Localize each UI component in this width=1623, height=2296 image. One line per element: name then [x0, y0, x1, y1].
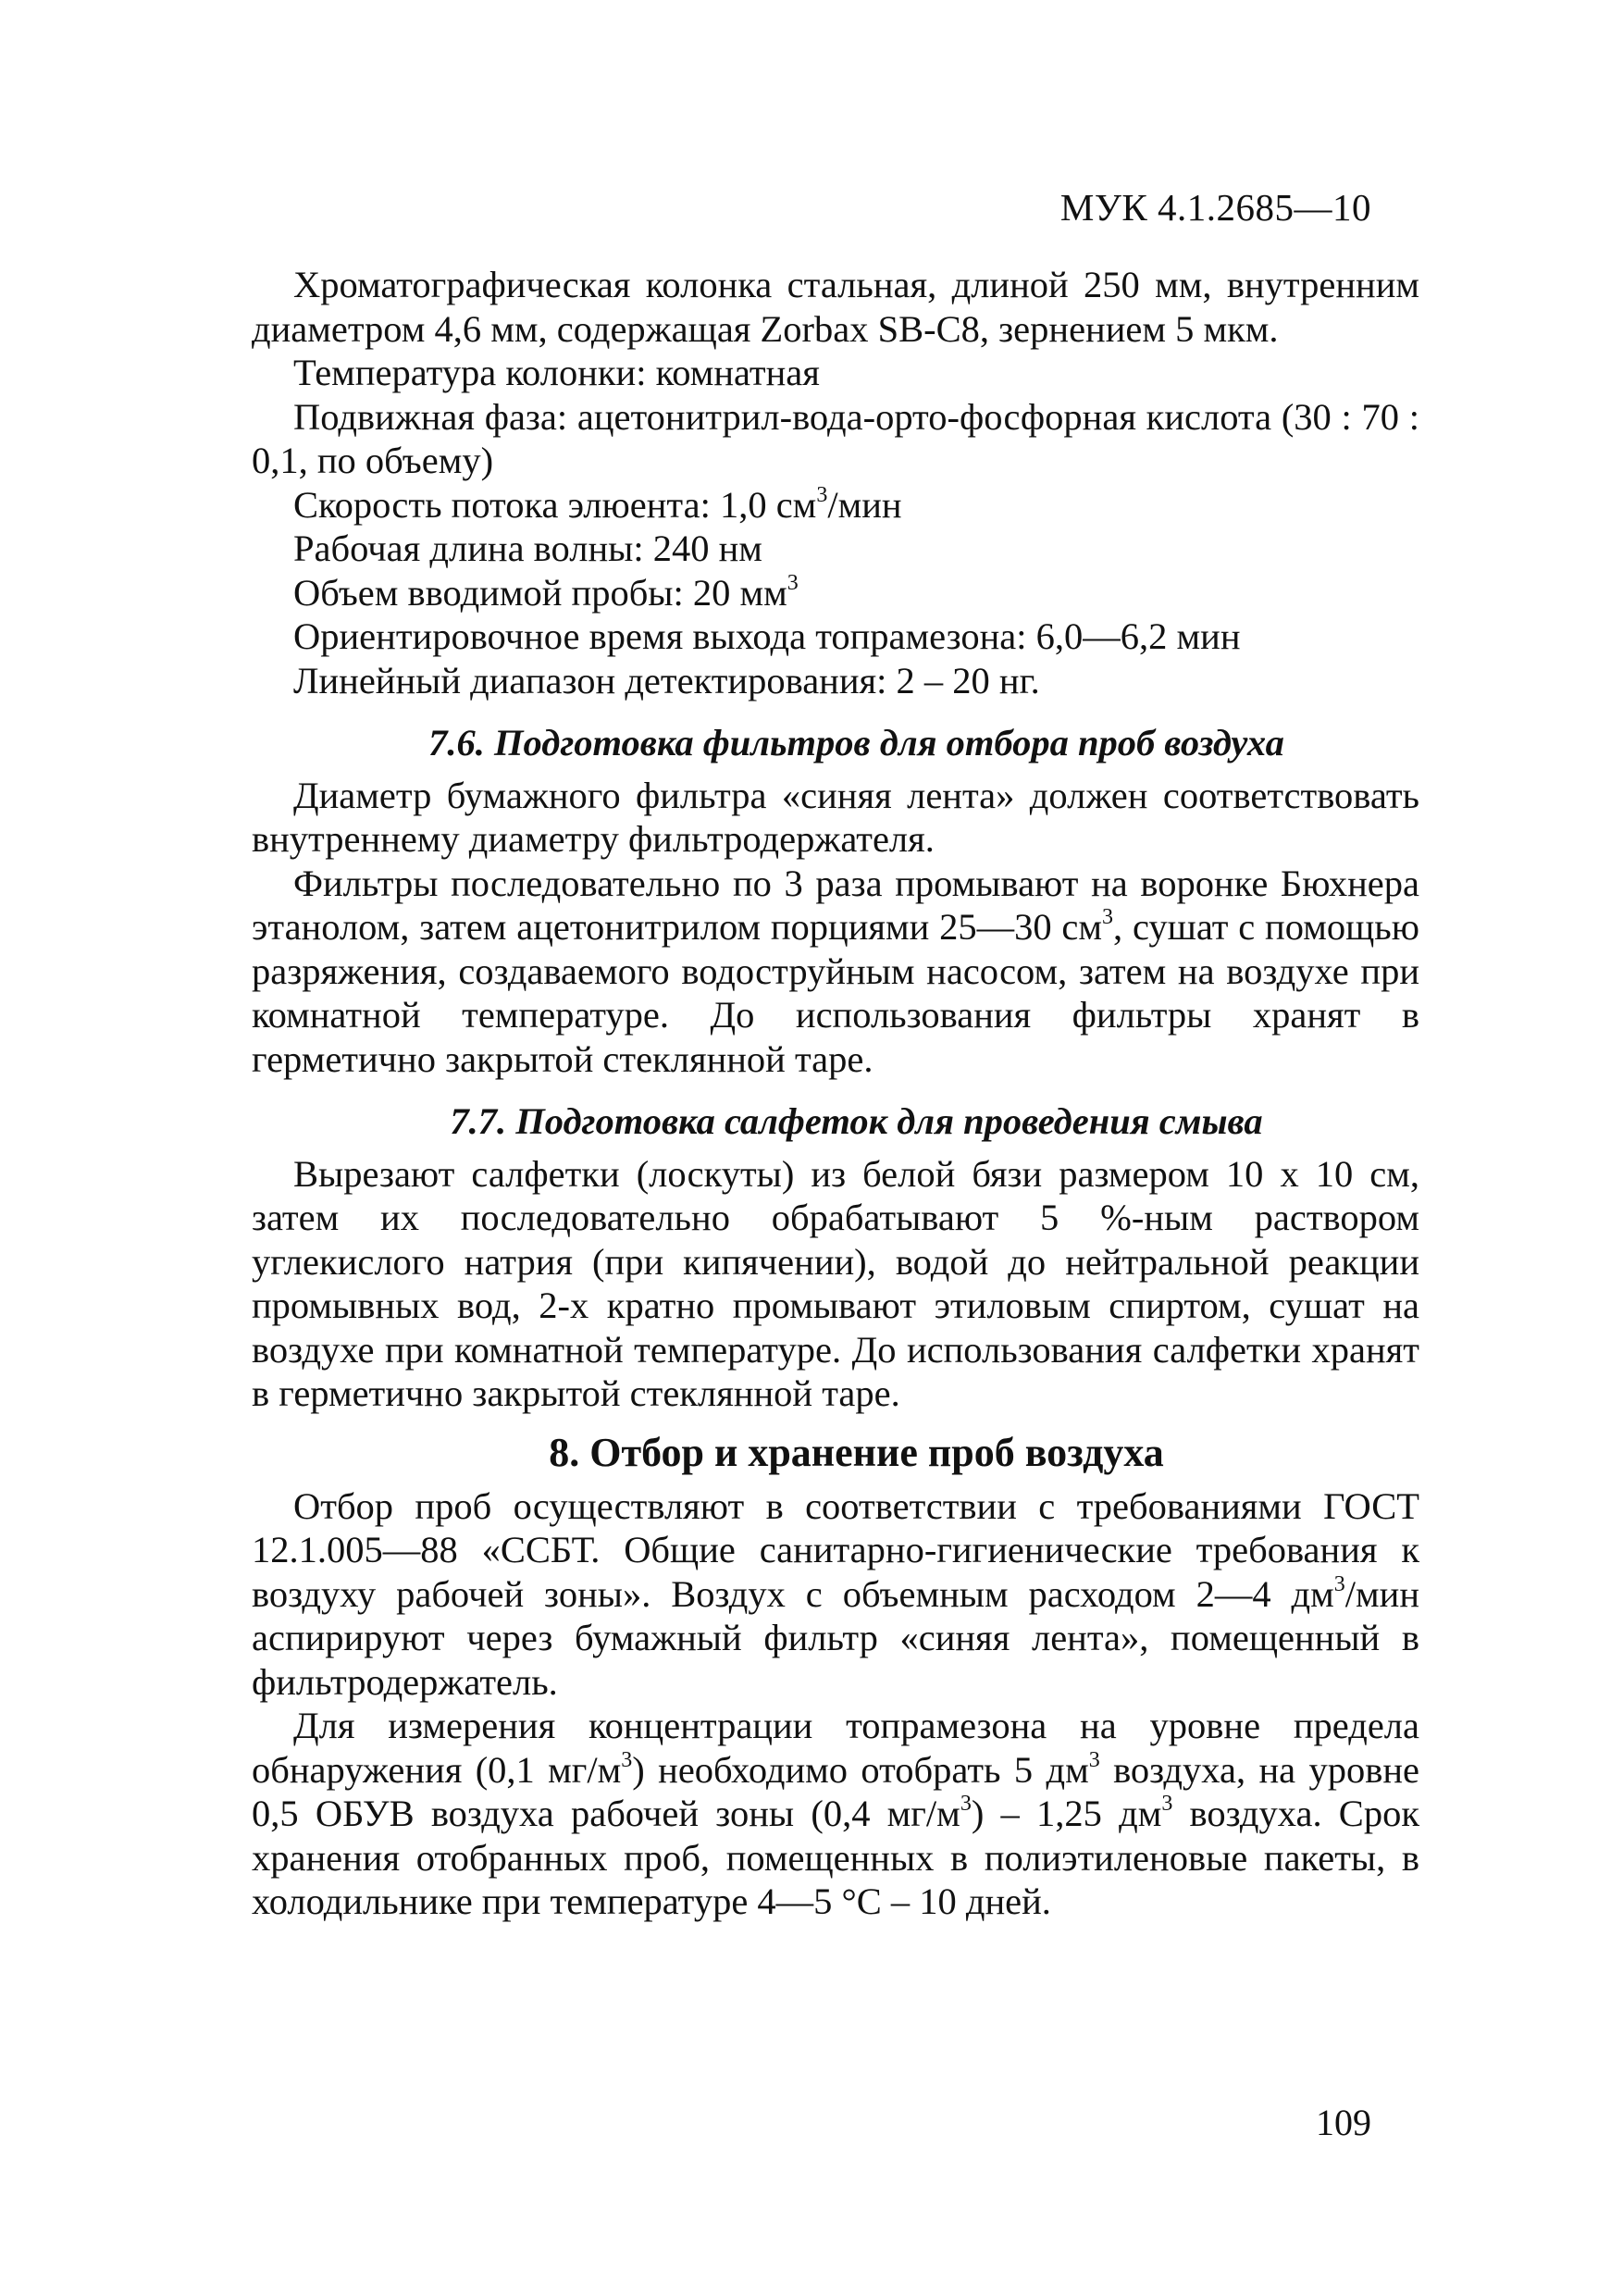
paragraph-8-1: Отбор проб осуществляют в соответствии с требованиями ГОСТ 12.1.005—88 «ССБТ. Общие санитарно-гигиенические требования к воздуху рабочей зоны». Воздух с объемным расходом 2—4 $дм^3$/мин аспирируют через бумажный фильтр «синяя лента», помещенный в фильтродержатель.: [252, 1484, 1419, 1703]
paragraph-7-6-2: Фильтры последовательно по 3 раза промывают на воронке Бюхнера этанолом, затем ацетонитрилом порциями 25—30 $см^3$, сушат с помощью разряжения, создаваемого водоструйным насосом, затем на воздухе при комнатной температуре. До использования фильтры хранят в герметично закрытой стеклянной таре.: [252, 862, 1419, 1080]
flow-rate: Скорость потока элюента: 1,0 $см^3$/мин: [293, 482, 902, 526]
heading-8: 8. Отбор и хранение проб воздуха: [549, 1429, 1164, 1475]
mobile-phase: Подвижная фаза: ацетонитрил-вода-орто-фосфорная кислота (30 : 70 : 0,1, по объему): [252, 395, 1419, 481]
wavelength: Рабочая длина волны: 240 нм: [293, 527, 762, 569]
column-temperature: Температура колонки: комнатная: [293, 352, 820, 393]
linear-range: Линейный диапазон детектирования: 2 – 20 нг.: [293, 659, 1040, 701]
heading-7-7: 7.7. Подготовка салфеток для проведения смыва: [450, 1100, 1263, 1142]
page-content: [252, 263, 1419, 1924]
paragraph-7-6-1: Диаметр бумажного фильтра «синяя лента» должен соответствовать внутреннему диаметру фильтродержателя.: [252, 774, 1419, 860]
paragraph-8-2: Для измерения концентрации топрамезона на уровне предела обнаружения (0,1 $мг/м^3$) необходимо отобрать 5 $дм^3$ воздуха, на уровне 0,5 ОБУВ воздуха рабочей зоны (0,4 $мг/м^3) - 1,25$ $дм^3$ воздуха. Срок хранения отобранных проб, помещенных в полиэтиленовые пакеты, в холодильнике при температуре 4—5 °С – 10 дней.: [252, 1705, 1419, 1922]
heading-7-6: 7.6. Подготовка фильтров для отбора проб воздуха: [428, 722, 1284, 763]
retention-time: Ориентировочное время выхода топрамезона: 6,0—6,2 мин: [293, 615, 1241, 657]
injection-volume: Объем вводимой пробы: 20 $мм^3$: [293, 570, 799, 614]
page-number: 109: [1316, 2102, 1371, 2143]
column-description: Хроматографическая колонка стальная, длиной 250 мм, внутренним диаметром 4,6 мм, содержащая Zorbax SB-C8, зернением 5 мкм.: [252, 264, 1419, 350]
document-code: МУК 4.1.2685—10: [1059, 186, 1371, 229]
paragraph-7-7-1: Вырезают салфетки (лоскуты) из белой бязи размером 10 х 10 см, затем их последовательно обрабатывают 5 %-ным раствором углекислого натрия (при кипячении), водой до нейтральной реакции промывных вод, 2-х кратно промывают этиловым спиртом, сушат на воздухе при комнатной температуре. До использования салфетки хранят в герметично закрытой стеклянной таре.: [252, 1152, 1419, 1414]
